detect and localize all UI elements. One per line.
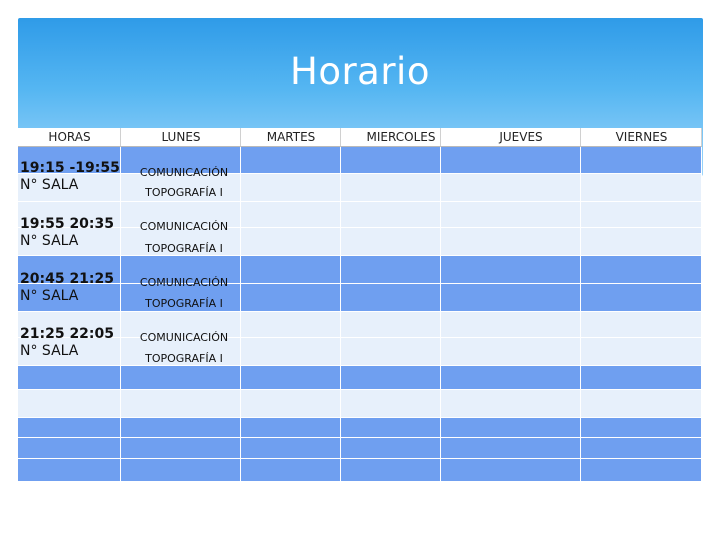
table-cell xyxy=(441,459,581,482)
header-martes: MARTES xyxy=(266,130,316,144)
table-cell xyxy=(241,284,341,312)
table-cell xyxy=(121,366,241,390)
row-1-subject-2: TOPOGRAFÍA I xyxy=(145,186,223,199)
row-1-subject-1: COMUNICACIÓN xyxy=(139,166,229,179)
table-cell xyxy=(18,459,121,482)
row-2-subject-1: COMUNICACIÓN xyxy=(139,220,229,233)
row-1-time: 19:15 -19:55 N° SALA xyxy=(20,160,120,193)
table-cell xyxy=(341,256,441,284)
table-cell xyxy=(441,418,581,438)
table-cell xyxy=(341,418,441,438)
table-cell xyxy=(581,418,702,438)
table-cell xyxy=(121,390,241,418)
table-cell xyxy=(341,459,441,482)
table-cell xyxy=(581,366,702,390)
table-cell xyxy=(341,228,441,256)
table-cell xyxy=(441,174,581,202)
table-cell xyxy=(341,202,441,228)
row-3-subject-2: TOPOGRAFÍA I xyxy=(145,297,223,310)
table-cell xyxy=(581,338,702,366)
table-cell xyxy=(441,338,581,366)
table-cell xyxy=(581,284,702,312)
table-cell xyxy=(241,312,341,338)
header-horas: HORAS xyxy=(48,130,91,144)
table-cell xyxy=(341,438,441,459)
table-cell xyxy=(441,202,581,228)
table-cell xyxy=(581,312,702,338)
header-viernes: VIERNES xyxy=(615,130,668,144)
table-cell xyxy=(581,256,702,284)
table-cell xyxy=(241,147,341,174)
table-cell xyxy=(121,438,241,459)
row-2-time: 19:55 20:35 N° SALA xyxy=(20,216,115,249)
table-cell xyxy=(581,438,702,459)
table-cell xyxy=(581,228,702,256)
table-cell xyxy=(241,366,341,390)
table-cell xyxy=(441,147,581,174)
table-cell xyxy=(241,174,341,202)
table-cell xyxy=(241,390,341,418)
table-cell xyxy=(441,256,581,284)
table-cell xyxy=(241,418,341,438)
table-cell xyxy=(241,338,341,366)
table-cell xyxy=(341,174,441,202)
table-cell xyxy=(441,366,581,390)
table-cell xyxy=(341,284,441,312)
table-cell xyxy=(441,438,581,459)
page-title: Horario xyxy=(290,50,430,93)
table-cell xyxy=(581,390,702,418)
table-cell xyxy=(18,390,121,418)
table-cell xyxy=(241,438,341,459)
row-3-time: 20:45 21:25 N° SALA xyxy=(20,271,115,304)
header-lunes: LUNES xyxy=(161,130,201,144)
table-cell xyxy=(341,390,441,418)
table-cell xyxy=(441,312,581,338)
table-cell xyxy=(441,390,581,418)
table-cell xyxy=(581,202,702,228)
table-cell xyxy=(121,459,241,482)
row-4-time: 21:25 22:05 N° SALA xyxy=(20,326,115,359)
table-cell xyxy=(241,202,341,228)
table-cell xyxy=(241,256,341,284)
table-cell xyxy=(18,438,121,459)
table-cell xyxy=(18,418,121,438)
table-cell xyxy=(241,459,341,482)
table-cell xyxy=(341,147,441,174)
table-cell xyxy=(241,228,341,256)
table-cell xyxy=(341,366,441,390)
table-cell xyxy=(581,147,702,174)
header-jueves: JUEVES xyxy=(499,130,543,144)
table-cell xyxy=(18,366,121,390)
header-miercoles: MIERCOLES xyxy=(366,130,436,144)
schedule-table xyxy=(18,128,702,462)
row-4-subject-1: COMUNICACIÓN xyxy=(139,331,229,344)
table-cell xyxy=(341,338,441,366)
table-cell xyxy=(441,284,581,312)
row-4-subject-2: TOPOGRAFÍA I xyxy=(145,352,223,365)
row-3-subject-1: COMUNICACIÓN xyxy=(139,276,229,289)
table-cell xyxy=(441,228,581,256)
table-cell xyxy=(121,418,241,438)
row-2-subject-2: TOPOGRAFÍA I xyxy=(145,242,223,255)
table-cell xyxy=(341,312,441,338)
table-cell xyxy=(581,174,702,202)
table-cell xyxy=(581,459,702,482)
